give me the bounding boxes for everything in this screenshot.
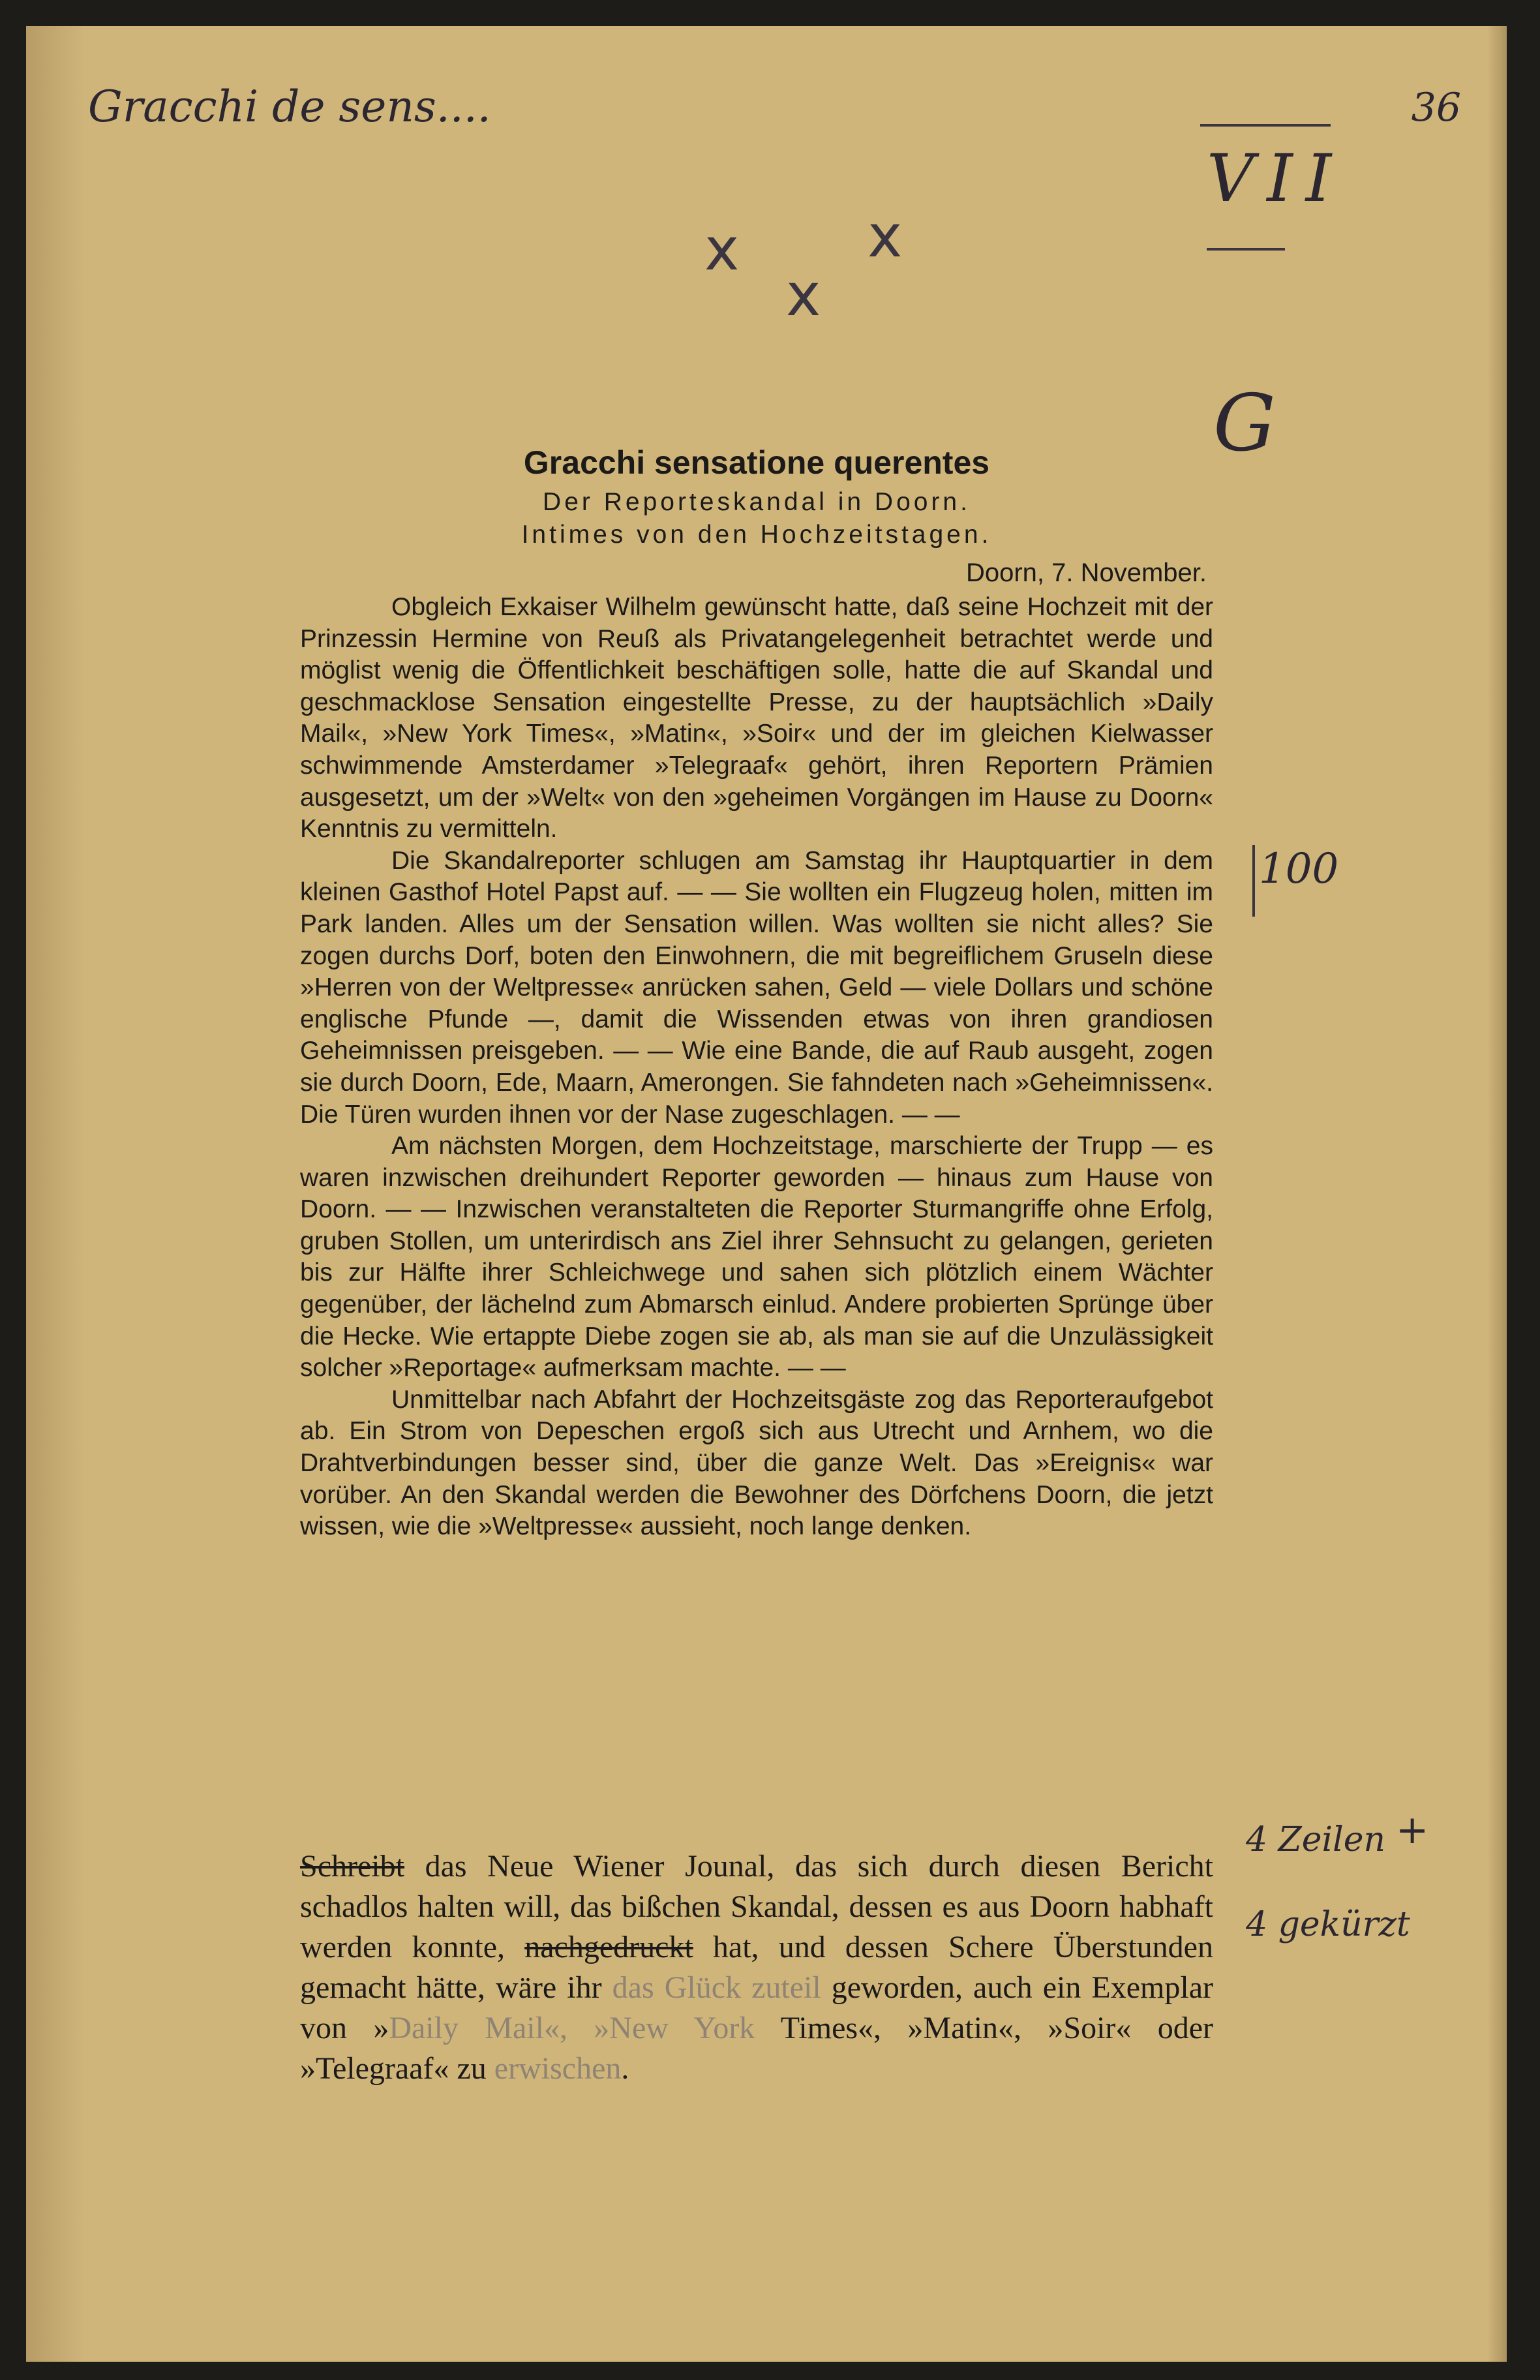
margin-note-1: 4 Zeilen	[1246, 1820, 1386, 1859]
faded-text: Daily Mail«, »New York	[389, 2011, 755, 2045]
g-mark: G	[1213, 378, 1276, 469]
handwritten-title: Gracchi de sens....	[88, 82, 491, 132]
margin-bar	[1252, 845, 1255, 917]
article-subheading: Intimes von den Hochzeitstagen.	[521, 521, 992, 549]
faded-text: erwischen	[494, 2051, 622, 2086]
roman-numeral: VII	[1207, 140, 1345, 217]
article-paragraph: Am nächsten Morgen, dem Hochzeitstage, marschierte der Trupp — es waren inzwischen dreihundert Reporter geworden — hinaus zum Hause von Doorn. — — Inzwischen veranstalteten die Reporter Sturmangriffe ohne Erfolg, gruben Stollen, um unterirdisch ans Ziel ihrer Sehnsucht zu gelangen, gerieten bis zur Hälfte ihrer Schleichwege und sahen sich plötzlich einem Wächter gegenüber, der lächelnd zum Abmarsch einlud. Andere probierten Sprünge über die Hecke. Wie ertappte Diebe zogen sie ab, als man sie auf die Unzulässigkeit solcher »Reportage« aufmerksam machte. — —	[300, 1132, 1213, 1382]
roman-underline	[1207, 248, 1285, 251]
commentary-text: geworden, auch ein Exemplar von »	[300, 1970, 1213, 2045]
commentary-paragraph	[300, 1846, 1213, 2089]
commentary-text: das Neue Wiener Jounal, das sich durch diesen Bericht schadlos halten will, das bißchen Skandal, dessen es aus Doorn habhaft werden konnte,	[300, 1849, 1213, 1964]
commentary-text: .	[621, 2051, 629, 2086]
struck-word: Schreibt	[300, 1849, 404, 1884]
cross-mark: x	[868, 202, 903, 271]
article-clipping	[300, 444, 1213, 1543]
commentary-text: hat, und dessen Schere Überstunden gemacht hätte, wäre ihr	[300, 1930, 1213, 2005]
article-paragraph: Obgleich Exkaiser Wilhelm gewünscht hatte, daß seine Hochzeit mit der Prinzessin Hermine von Reuß als Privatangelegenheit betrachtet werde und möglist wenig die Öffentlichkeit beschäftigen solle, hatte die auf Skandal und geschmacklose Sensation eingestellte Presse, zu der hauptsächlich »Daily Mail«, »New York Times«, »Matin«, »Soir« und der im gleichen Kielwasser schwimmende Amsterdamer »Telegraaf« gehört, ihren Reportern Prämien ausgesetzt, um der »Welt« von den »geheimen Vorgängen im Hause zu Doorn« Kenntnis zu vermitteln.	[300, 593, 1213, 844]
commentary-text: Times«, »Matin«, »Soir« oder »Telegraaf« zu	[300, 2011, 1213, 2086]
cross-mark: x	[786, 261, 821, 329]
page-number: 36	[1411, 85, 1461, 130]
margin-note-2: 4 gekürzt	[1246, 1905, 1410, 1944]
dateline: Doorn, 7. November.	[965, 558, 1207, 587]
margin-count: 100	[1259, 845, 1339, 893]
article-heading: Gracchi sensatione querentes	[523, 444, 990, 481]
faded-text: das Glück zuteil	[612, 1970, 821, 2005]
struck-word: nachgedruckt	[524, 1930, 693, 1964]
article-paragraph: Die Skandalreporter schlugen am Samstag ihr Hauptquartier in dem kleinen Gasthof Hotel Papst auf. — — Sie wollten ein Flugzeug holen, mitten im Park landen. Alles um der Sensation willen. Was wollten sie nicht alles? Sie zogen durchs Dorf, boten den Einwohnern, die mit begreiflichem Gruseln diese »Herren von der Weltpresse« anrücken sahen, Geld — viele Dollars und schöne englische Pfunde —, damit die Wissenden etwas von ihren grandiosen Geheimnissen preisgeben. — — Wie eine Bande, die auf Raub ausgeht, zogen sie durch Doorn, Ede, Maarn, Amerongen. Sie fahndeten nach »Geheimnissen«. Die Türen wurden ihnen vor der Nase zugeschlagen. — —	[300, 846, 1213, 1129]
plus-mark: +	[1396, 1807, 1429, 1853]
article-subheading: Der Reporteskandal in Doorn.	[543, 488, 971, 516]
document-page	[26, 26, 1507, 2362]
article-paragraph: Unmittelbar nach Abfahrt der Hochzeitsgäste zog das Reporteraufgebot ab. Ein Strom von Depeschen ergoß sich aus Utrecht und Arnhem, wo die Drahtverbindungen besser sind, über die ganze Welt. Das »Ereignis« war vorüber. An den Skandal werden die Bewohner des Dörfchens Doorn, die jetzt wissen, wie die »Weltpresse« aussieht, noch lange denken.	[300, 1385, 1213, 1541]
cross-mark: x	[704, 215, 740, 284]
roman-overline	[1200, 124, 1331, 127]
